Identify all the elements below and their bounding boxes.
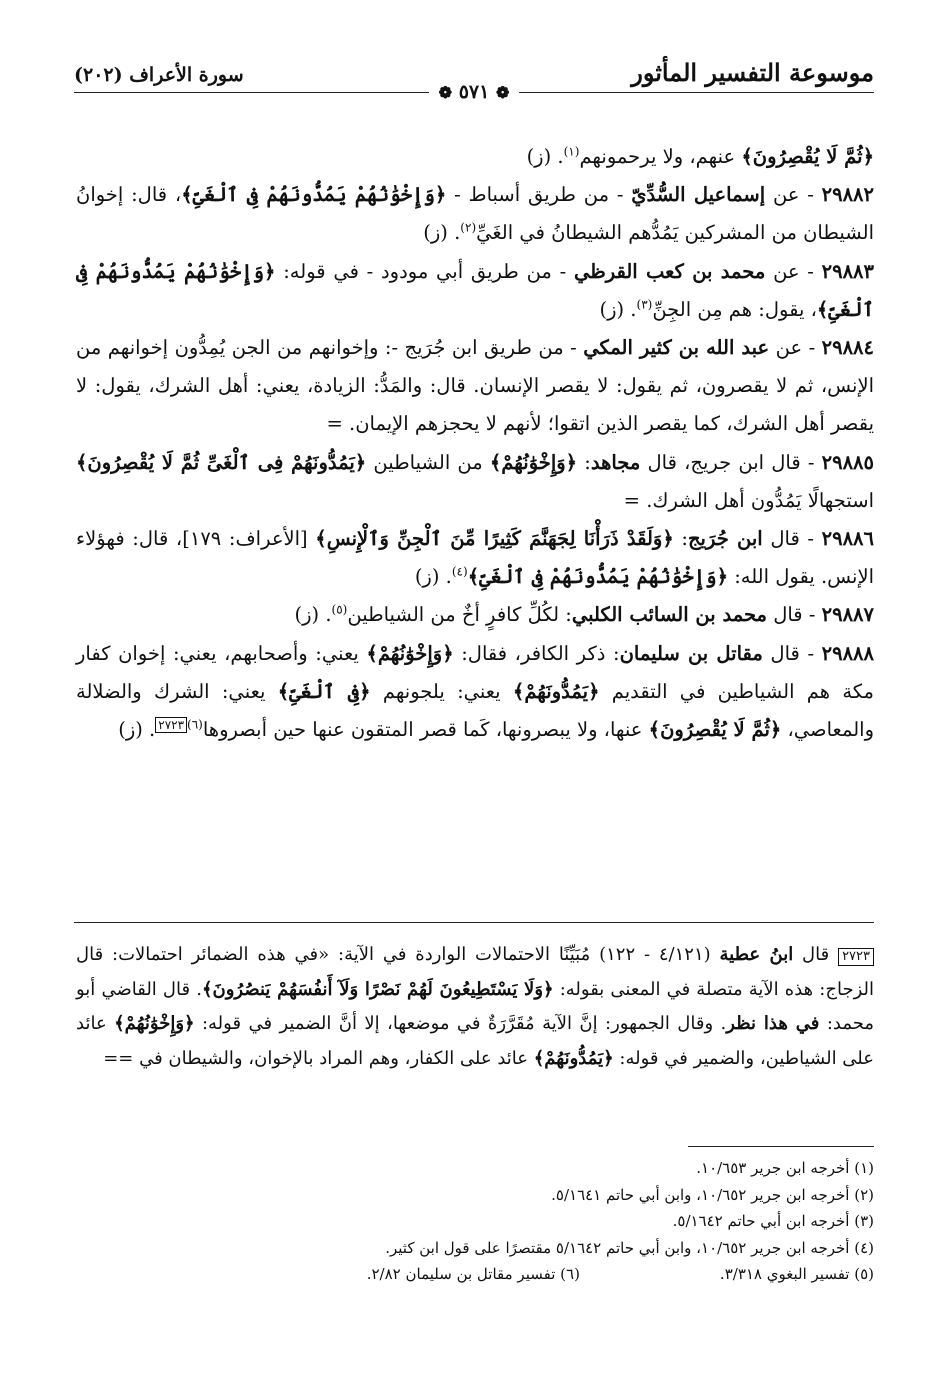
text: . (ز) [423, 221, 461, 245]
page-header [74, 52, 874, 126]
quran-quote: ﴿ثُمَّ لَا يُقْصِرُونَ﴾ [741, 145, 874, 168]
text: - قال ابن جريج، قال [640, 450, 822, 474]
text: ، قال: إخوانُ الشيطان من المشركين يَمُدُّهم الشيطانُ في الغَيِّ [76, 183, 874, 245]
text: يعني: يلجونهم [370, 679, 513, 703]
text: - من طريق ابن جُرَيج -: وإخوانهم من الجن يُمِدُّون إخوانهم من الإنس، ثم لا يقصرون، ثم يقول: لا يقصر الإنسان. قال: والمَدُّ: الزيادة، يعني: أهل الشرك، يقول: لا يقصر أهل الشرك، كما يقصر الذين اتقوا؛ لأنهم لا يحجزهم الإيمان. = [76, 336, 874, 436]
page-number-box [429, 81, 520, 103]
page-number-wrap [74, 81, 874, 103]
text: - قال [762, 641, 822, 665]
narration-29885 [76, 444, 874, 520]
narrator-name: عبد الله بن كثير المكي [583, 336, 770, 360]
footnote-ref[interactable]: (٢) [460, 220, 477, 235]
text: يعني: وأصحابهم، يعني: إخوان كفار مكة هم الشياطين في التقديم [76, 641, 874, 703]
text: عائد على الشياطين، والضمير في قوله: [76, 1013, 874, 1069]
footnote-ref[interactable]: (١) [563, 144, 580, 159]
text: استجهالًا يَمُدُّون أهل الشرك. = [623, 488, 874, 512]
narration-number: ٢٩٨٨٨ [821, 641, 874, 665]
quran-quote: ﴿وَلَقَدْ ذَرَأْنَا لِجَهَنَّمَ كَثِيرًا مِّنَ ٱلْجِنِّ وَٱلْإِنسِ﴾ [315, 527, 674, 551]
footnote-row [76, 1261, 874, 1288]
text: - قال [762, 527, 822, 551]
footnote-3: (٣) أخرجه ابن أبي حاتم ٥/١٦٤٢. [672, 1212, 874, 1230]
text: . قال القاضي أبو محمد: [76, 978, 874, 1034]
ornament-icon: ❁ [495, 83, 510, 102]
intro-paragraph [76, 138, 874, 176]
bold-phrase: في هذا نظر [726, 1013, 820, 1034]
text: : [577, 450, 591, 474]
footnote-5: (٥) تفسير البغوي ٣/٣١٨. [719, 1265, 874, 1283]
text: - عن [769, 336, 822, 360]
text: - قال [767, 603, 822, 627]
quran-quote: ﴿وَإِخْوَٰنُهُمْ يَمُدُّونَهُمْ فِى ٱلْغَىِّ﴾ [181, 183, 447, 207]
footnote-6: (٦) تفسير مقاتل بن سليمان ٢/٨٢. [366, 1265, 580, 1283]
narration-number: ٢٩٨٨٦ [821, 527, 874, 551]
text: . (ز) [414, 565, 452, 589]
narrator-name: محمد بن كعب القرظي [573, 259, 766, 283]
narration-29884 [76, 329, 874, 444]
note-paragraph [76, 938, 874, 1076]
narration-number: ٢٩٨٨٥ [821, 450, 875, 474]
text: - عن [765, 183, 822, 207]
narration-number: ٢٩٨٨٧ [821, 603, 874, 627]
quran-quote: ﴿وَإِخْوَٰنُهُمْ﴾ [489, 450, 578, 474]
text: (٤/١٢١ - ١٢٢) مُبَيِّنًا الاحتمالات الواردة في الآية: «في هذه الضمائر احتمالات: قال الزجاج: هذه الآية متصلة في المعنى بقوله: [76, 944, 874, 1000]
text: يعني: الشرك والضلالة والمعاصي، [76, 679, 874, 742]
quran-quote: ﴿وَإِخْوَٰنُهُمْ يَمُدُّونَهُمْ فِى ٱلْغَىِّ﴾ [467, 565, 728, 589]
narration-number: ٢٩٨٨٣ [821, 259, 875, 283]
quran-quote: ﴿وَإِخْوَٰنُهُمْ﴾ [114, 1013, 195, 1034]
text: عنهم، ولا يرحمونهم [579, 145, 742, 168]
narration-29888 [76, 635, 874, 750]
text: من الشياطين [366, 450, 490, 474]
footnote-2: (٢) أخرجه ابن جرير ١٠/٦٥٢، وابن أبي حاتم ٥/١٦٤١. [551, 1185, 874, 1204]
narrator-name: إسماعيل السُّدِّيّ [631, 183, 766, 207]
note-number-box: ٢٧٢٣ [838, 948, 874, 966]
quran-quote: ﴿وَلَا يَسْتَطِيعُونَ لَهُمْ نَصْرًا وَلَآ أَنفُسَهُمْ يَنصُرُونَ﴾ [201, 978, 554, 1000]
main-text [76, 138, 874, 749]
note-separator [74, 922, 874, 923]
text: - من طريق أبي مودود - في قوله: [275, 259, 574, 283]
quran-quote: ﴿وَإِخْوَٰنُهُمْ يَمُدُّونَهُمْ فِى ٱلْغَىِّ﴾ [76, 259, 874, 321]
narrator-name: محمد بن السائب الكلبي [571, 603, 767, 627]
footnote-1: (١) أخرجه ابن جرير ١٠/٦٥٣. [696, 1159, 874, 1177]
footnote-ref[interactable]: (٦) [187, 717, 203, 732]
quran-quote: ﴿يَمُدُّونَهُمْ﴾ [533, 1047, 614, 1069]
text: عائد على الكفار، وهم المراد بالإخوان، والشيطان في == [103, 1047, 534, 1069]
narrator-name: ابن جُرَيج [687, 527, 763, 551]
footnotes [76, 1155, 874, 1288]
quran-quote: ﴿يَمُدُّونَهُمْ﴾ [512, 679, 600, 703]
text: ، يقول: هم مِن الجِنِّ [652, 297, 817, 321]
footnote-4: (٤) أخرجه ابن جرير ١٠/٦٥٢، وابن أبي حاتم ٥/١٦٤٢ مقتصرًا على قول ابن كثير. [385, 1238, 874, 1257]
narration-number: ٢٩٨٨٤ [821, 336, 875, 360]
narration-29883 [76, 253, 874, 329]
narration-29887 [76, 596, 874, 634]
narrator-name: مقاتل بن سليمان [619, 641, 763, 665]
narration-29886 [76, 520, 874, 596]
editor-note [76, 938, 874, 1076]
narration-29882 [76, 176, 874, 252]
narrator-name: مجاهد [590, 450, 641, 474]
quran-quote: ﴿وَإِخْوَٰنُهُمْ﴾ [366, 641, 454, 665]
quran-quote: ﴿ثُمَّ لَا يُقْصِرُونَ﴾ [648, 718, 782, 742]
footnote-separator [688, 1146, 874, 1147]
text: . (ز) [526, 145, 564, 168]
text: - عن [765, 259, 822, 283]
quran-quote: ﴿يَمُدُّونَهُمْ فِى ٱلْغَىِّ ثُمَّ لَا يُقْصِرُونَ﴾ [76, 450, 367, 474]
text: . (ز) [294, 603, 332, 627]
text: : ذكر الكافر، فقال: [453, 641, 620, 665]
text: عنها، ولا يبصرونها، كَما قصر المتقون عنها حين أبصروها [202, 718, 649, 742]
page-number: ٥٧١ [458, 81, 490, 103]
text: . وقال الجمهور: إنَّ الآية مُقَرَّرَةٌ في موضعها، إلا أنَّ الضمير في قوله: [194, 1013, 727, 1034]
scholar-name: ابنُ عطية [719, 944, 794, 965]
note-ref-box[interactable]: ٢٧٢٣ [155, 717, 187, 733]
footnote-ref[interactable]: (٤) [451, 564, 468, 579]
footnote-ref[interactable]: (٥) [331, 602, 348, 617]
text: قال [793, 944, 839, 965]
text: : [673, 527, 688, 551]
footnote-ref[interactable]: (٣) [636, 297, 653, 312]
text: . (ز) [599, 297, 637, 321]
text: . (ز) [118, 718, 156, 742]
surah-title: سورة الأعراف (٢٠٢) [74, 64, 244, 86]
text: : لكُلِّ كافرٍ أخٌ من الشياطين [347, 603, 572, 627]
narration-number: ٢٩٨٨٢ [821, 183, 875, 207]
text: [الأعراف: ١٧٩]، قال: فهؤلاء الإنس. يقول الله: [76, 527, 874, 589]
ornament-icon: ❁ [438, 83, 453, 102]
text: - من طريق أسباط - [446, 183, 632, 207]
quran-quote: ﴿فِى ٱلْغَىِّ﴾ [277, 679, 371, 703]
book-title: موسوعة التفسير المأثور [631, 58, 874, 87]
